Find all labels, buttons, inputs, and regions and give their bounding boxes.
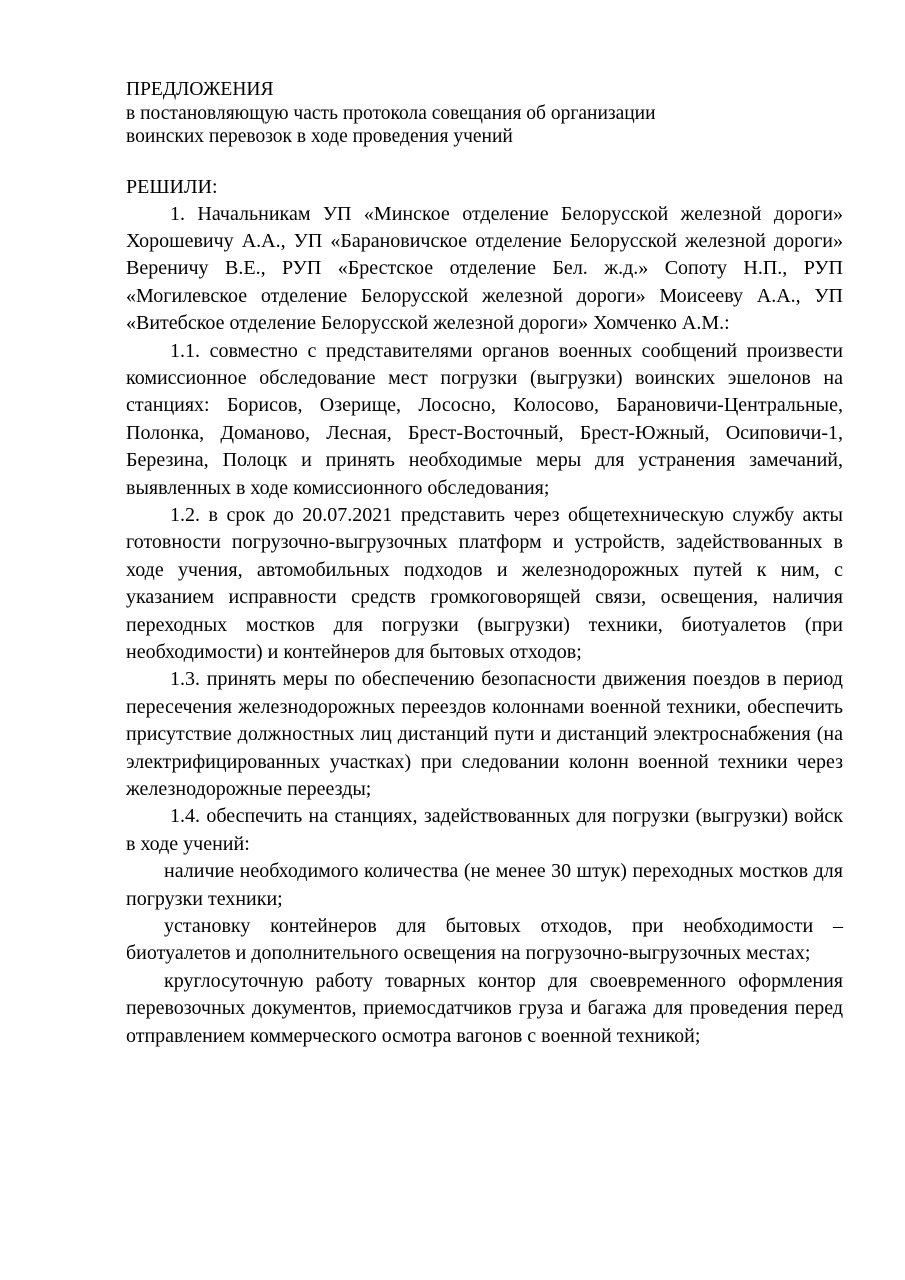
paragraph-item-1-1: 1.1. совместно с представителями органов военных сообщений произвести комиссионное обследование мест погрузки (выгрузки) воинских эшелонов на станциях: Борисов, Озерище, Лососно, Колосово, Барановичи-Центральные, Полонка, Доманово, Лесная, Брест-Восточный, Брест-Южный, Осиповичи-1, Березина, Полоцк и принять необходимые меры для устранения замечаний, выявленных в ходе комиссионного обследования;: [126, 339, 843, 499]
paragraph-item-1-4-c: круглосуточную работу товарных контор для своевременного оформления перевозочных документов, приемосдатчиков груза и багажа для проведения перед отправлением коммерческого осмотра вагонов с военной техникой;: [126, 969, 843, 1047]
document-title-line-1: ПРЕДЛОЖЕНИЯ: [126, 79, 274, 100]
paragraph-item-1-2: 1.2. в срок до 20.07.2021 представить через общетехническую службу акты готовности погрузочно-выгрузочных платформ и устройств, задействованных в ходе учения, автомобильных подходов и железнодорожных путей к ним, с указанием исправности средств громкоговорящей связи, освещения, наличия переходных мостков для погрузки (выгрузки) техники, биотуалетов (при необходимости) и контейнеров для бытовых отходов;: [126, 503, 843, 663]
paragraph-item-1-4-a: наличие необходимого количества (не менее 30 штук) переходных мостков для погрузки техники;: [126, 860, 843, 910]
title-body-spacer: [126, 153, 843, 175]
paragraph-item-1-4: 1.4. обеспечить на станциях, задействованных для погрузки (выгрузки) войск в ходе учений:: [126, 805, 843, 855]
paragraph-item-1-4-b: установку контейнеров для бытовых отходов, при необходимости – биотуалетов и дополнительного освещения на погрузочно-выгрузочных местах;: [126, 915, 843, 965]
document-title-line-2: в постановляющую часть протокола совещания об организации: [126, 102, 656, 124]
document-title-line-3: воинских перевозок в ходе проведения учений: [126, 126, 513, 147]
document-title-block: [126, 78, 843, 149]
resolved-label: РЕШИЛИ:: [126, 175, 218, 198]
paragraph-item-1-3: 1.3. принять меры по обеспечению безопасности движения поездов в период пересечения железнодорожных переездов колоннами военной техники, обеспечить присутствие должностных лиц дистанций пути и дистанций электроснабжения (на электрифицированных участках) при следовании колонн военной техники через железнодорожные переезды;: [126, 668, 843, 801]
paragraph-item-1: 1. Начальникам УП «Минское отделение Белорусской железной дороги» Хорошевичу А.А., УП «Барановичское отделение Белорусской железной дороги» Вереничу В.Е., РУП «Брестское отделение Бел. ж.д.» Сопоту Н.П., РУП «Могилевское отделение Белорусской железной дороги» Моисееву А.А., УП «Витебское отделение Белорусской железной дороги» Хомченко А.М.:: [126, 202, 843, 335]
